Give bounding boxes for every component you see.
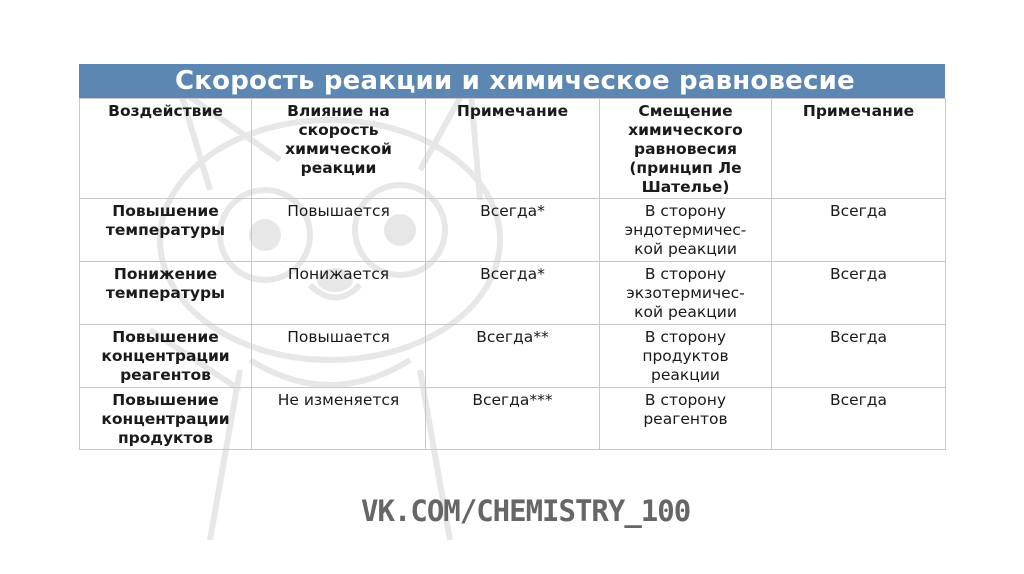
row-effect: Повышение температуры	[80, 199, 252, 262]
row-note-2: Всегда	[772, 199, 946, 262]
table-row	[80, 388, 946, 450]
comparison-table	[79, 64, 945, 450]
row-note-1: Всегда*	[426, 199, 600, 262]
row-note-1: Всегда**	[426, 325, 600, 388]
row-shift: В сторону эндотермичес- кой реакции	[600, 199, 772, 262]
row-shift: В сторону экзотермичес- кой реакции	[600, 262, 772, 325]
header-row	[80, 99, 946, 199]
footer-link-text: VK.COM/CHEMISTRY_100	[361, 494, 691, 528]
row-rate: Повышается	[252, 325, 426, 388]
header-rate-influence: Влияние на скорость химической реакции	[252, 99, 426, 199]
row-rate: Понижается	[252, 262, 426, 325]
row-rate: Повышается	[252, 199, 426, 262]
data-grid	[79, 98, 946, 450]
row-effect: Повышение концентрации реагентов	[80, 325, 252, 388]
table-row	[80, 199, 946, 262]
row-note-2: Всегда	[772, 262, 946, 325]
row-rate: Не изменяется	[252, 388, 426, 450]
row-note-1: Всегда*	[426, 262, 600, 325]
row-effect: Повышение концентрации продуктов	[80, 388, 252, 450]
header-equilibrium-shift: Смещение химического равновесия (принцип Ле Шателье)	[600, 99, 772, 199]
row-shift: В сторону продуктов реакции	[600, 325, 772, 388]
table-title: Скорость реакции и химическое равновесие	[79, 64, 945, 98]
table-row	[80, 262, 946, 325]
row-note-2: Всегда	[772, 325, 946, 388]
table-row	[80, 325, 946, 388]
row-note-2: Всегда	[772, 388, 946, 450]
header-effect: Воздействие	[80, 99, 252, 199]
header-note-1: Примечание	[426, 99, 600, 199]
row-note-1: Всегда***	[426, 388, 600, 450]
row-shift: В сторону реагентов	[600, 388, 772, 450]
row-effect: Понижение температуры	[80, 262, 252, 325]
header-note-2: Примечание	[772, 99, 946, 199]
